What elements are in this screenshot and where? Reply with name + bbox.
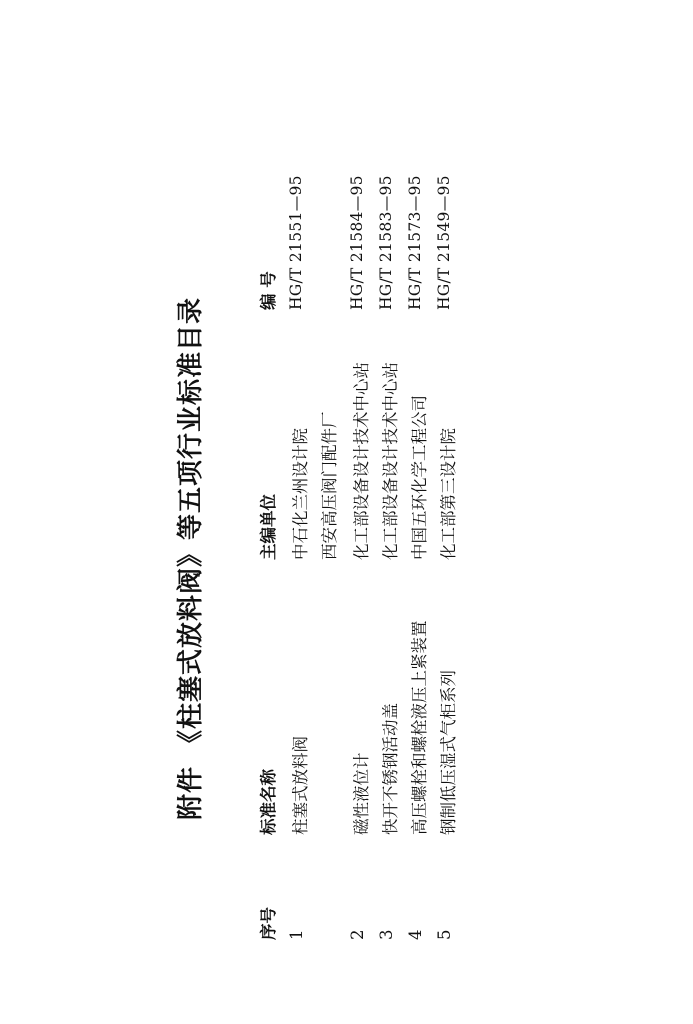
header-no: 序号 (259, 907, 278, 940)
row-1-code: HG/T 21551—95 (287, 175, 305, 310)
row-1-no: 1 (287, 929, 306, 940)
row-1-name: 柱塞式放料阀 (291, 736, 310, 835)
row-1-unit-2: 西安高压阀门配件厂 (320, 411, 339, 560)
row-2-unit: 化工部设备设计技术中心站 (352, 362, 371, 560)
page-title: 附件 《柱塞式放料阀》等五项行业标准目录 (176, 296, 206, 820)
row-2-no: 2 (348, 929, 367, 940)
row-5-unit: 化工部第三设计院 (439, 428, 458, 560)
row-4-name: 高压螺栓和螺栓液压上紧装置 (410, 620, 429, 835)
row-5-code: HG/T 21549—95 (435, 175, 453, 310)
row-4-no: 4 (406, 929, 425, 940)
header-name: 标准名称 (259, 769, 278, 835)
row-5-name: 钢制低压湿式气柜系列 (439, 670, 458, 835)
row-3-name: 快开不锈钢活动盖 (381, 703, 400, 835)
row-4-code: HG/T 21573—95 (406, 175, 424, 310)
row-4-unit: 中国五环化学工程公司 (410, 395, 429, 560)
row-2-code: HG/T 21584—95 (348, 175, 366, 310)
row-3-code: HG/T 21583—95 (377, 175, 395, 310)
rotated-document (170, 60, 470, 940)
header-unit: 主编单位 (259, 494, 278, 560)
row-1-unit: 中石化兰州设计院 (291, 428, 310, 560)
row-2-name: 磁性液位计 (352, 752, 371, 835)
header-code: 编 号 (259, 271, 278, 310)
row-5-no: 5 (435, 929, 454, 940)
row-3-unit: 化工部设备设计技术中心站 (381, 362, 400, 560)
row-3-no: 3 (377, 929, 396, 940)
